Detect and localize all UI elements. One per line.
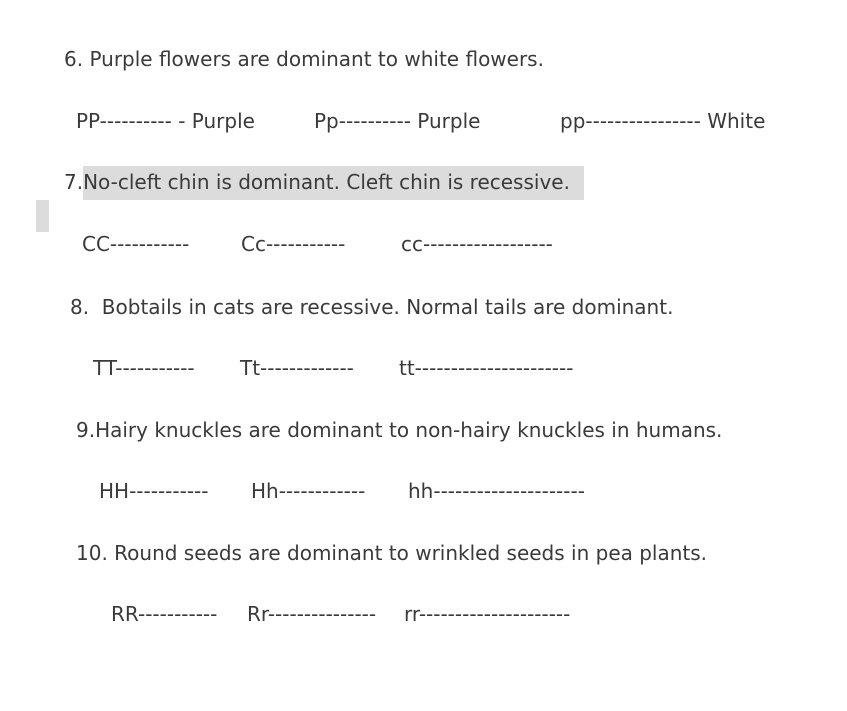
question-6-text: 6. Purple flowers are dominant to white flowers. [64, 47, 544, 71]
question-8-answer-homozygous-dominant: TT----------- [93, 356, 195, 380]
question-9-answer-homozygous-recessive: hh--------------------- [408, 479, 585, 503]
question-8-answer-heterozygous: Tt------------- [240, 356, 354, 380]
question-6-answer-homozygous-dominant: PP---------- - Purple [76, 109, 255, 133]
question-9-text: 9.Hairy knuckles are dominant to non-hairy knuckles in humans. [76, 418, 723, 442]
question-10-answer-homozygous-recessive: rr--------------------- [404, 602, 571, 626]
question-9-answer-heterozygous: Hh------------ [251, 479, 366, 503]
question-6-answer-heterozygous: Pp---------- Purple [314, 109, 481, 133]
question-7-answer-homozygous-dominant: CC----------- [82, 232, 190, 256]
question-7-text[interactable] [64, 170, 584, 194]
question-10-text: 10. Round seeds are dominant to wrinkled seeds in pea plants. [76, 541, 708, 565]
question-7-number: 7. [64, 170, 84, 194]
question-6-answer-homozygous-recessive: pp---------------- White [560, 109, 766, 133]
question-10-answer-heterozygous: Rr--------------- [247, 602, 377, 626]
question-7-selected-text[interactable]: No-cleft chin is dominant. Cleft chin is recessive. [83, 166, 584, 200]
question-8-text: 8. Bobtails in cats are recessive. Normal tails are dominant. [70, 295, 674, 319]
question-9-answer-homozygous-dominant: HH----------- [99, 479, 209, 503]
question-7-answer-homozygous-recessive: cc------------------ [401, 232, 553, 256]
question-10-answer-homozygous-dominant: RR----------- [111, 602, 218, 626]
selection-marker [36, 200, 49, 232]
question-7-answer-heterozygous: Cc----------- [241, 232, 346, 256]
question-8-answer-homozygous-recessive: tt---------------------- [399, 356, 574, 380]
